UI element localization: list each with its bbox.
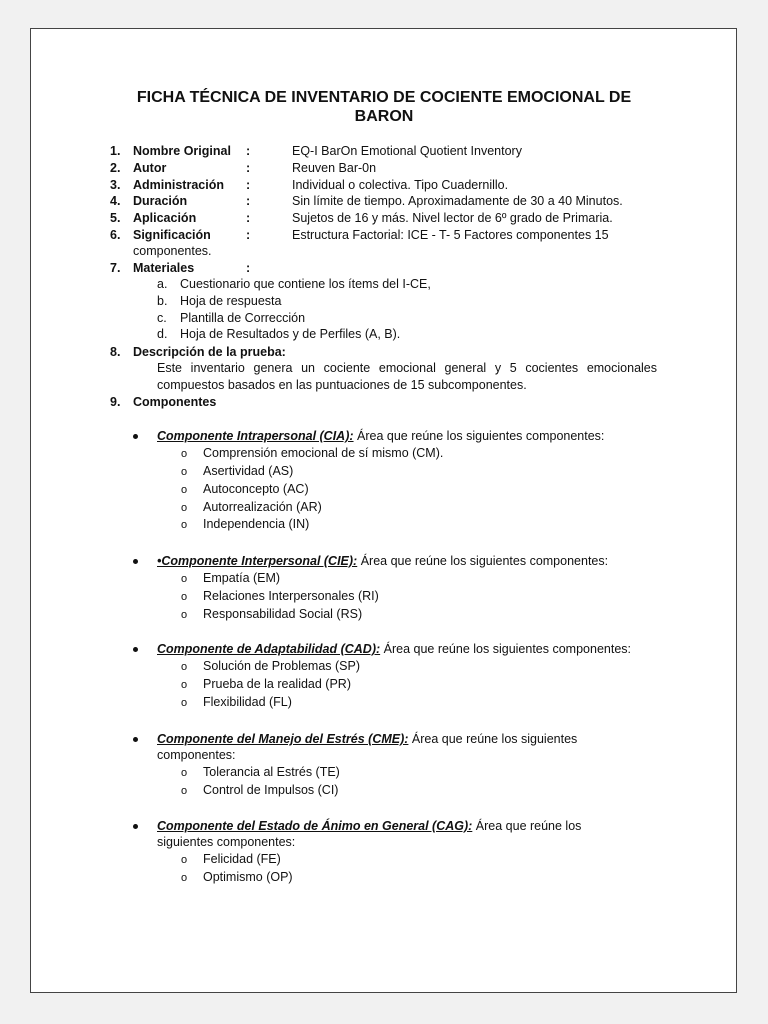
subcomponent: Asertividad (AS) — [203, 464, 294, 478]
subcomponent: Tolerancia al Estrés (TE) — [203, 765, 340, 779]
circle-bullet-icon: o — [181, 872, 188, 884]
subcomponent: Relaciones Interpersonales (RI) — [203, 589, 379, 603]
item-colon: : — [246, 178, 251, 192]
item-value: Estructura Factorial: ICE - T- 5 Factores componentes 15 — [292, 228, 609, 242]
circle-bullet-icon: o — [181, 484, 188, 496]
subcomponent: Responsabilidad Social (RS) — [203, 607, 363, 621]
component-heading — [157, 553, 608, 569]
component-heading — [157, 641, 631, 657]
subcomponent: Autorrealización (AR) — [203, 500, 322, 514]
bullet-icon — [133, 737, 138, 742]
item-label: Descripción de la prueba: — [133, 345, 286, 359]
item-colon: : — [246, 211, 251, 225]
component-heading — [157, 731, 577, 747]
material-letter: d. — [157, 327, 168, 341]
title-line-1: FICHA TÉCNICA DE INVENTARIO DE COCIENTE EMOCIONAL DE — [136, 89, 632, 106]
item-label: Significación — [133, 228, 211, 242]
circle-bullet-icon: o — [181, 609, 188, 621]
subcomponent: Independencia (IN) — [203, 517, 310, 531]
subcomponent: Control de Impulsos (CI) — [203, 783, 339, 797]
circle-bullet-icon: o — [181, 785, 188, 797]
item-label: Administración — [133, 178, 224, 192]
item-value: Reuven Bar-0n — [292, 161, 377, 175]
item-label: Nombre Original — [133, 144, 231, 158]
material-text: Cuestionario que contiene los ítems del I-CE, — [180, 277, 431, 291]
material-letter: b. — [157, 294, 168, 308]
item-number: 5. — [110, 211, 121, 225]
component-name: Componente de Adaptabilidad (CAD): — [157, 642, 381, 656]
component-name: Componente del Estado de Ánimo en General (CAG): — [157, 819, 473, 833]
subcomponent: Flexibilidad (FL) — [203, 695, 292, 709]
circle-bullet-icon: o — [181, 519, 188, 531]
subcomponent: Felicidad (FE) — [203, 852, 281, 866]
component-desc: Área que reúne los siguientes componentes: — [357, 554, 609, 568]
description-line-1: Este inventario genera un cociente emocional general y 5 cocientes emocionales — [157, 361, 657, 375]
component-name: Componente del Manejo del Estrés (CME): — [157, 732, 409, 746]
item-value: EQ-I BarOn Emotional Quotient Inventory — [292, 144, 522, 158]
component-desc: Área que reúne los siguientes componentes: — [380, 642, 631, 656]
item-number: 2. — [110, 161, 121, 175]
bullet-icon — [133, 434, 138, 439]
material-letter: c. — [157, 311, 167, 325]
subcomponent: Prueba de la realidad (PR) — [203, 677, 351, 691]
circle-bullet-icon: o — [181, 502, 188, 514]
circle-bullet-icon: o — [181, 854, 188, 866]
item-colon: : — [246, 228, 251, 242]
description-line-2: compuestos basados en las puntuaciones de 15 subcomponentes. — [157, 378, 527, 392]
material-letter: a. — [157, 277, 168, 291]
title-line-2: BARON — [354, 108, 414, 125]
component-desc: Área que reúne los — [472, 819, 582, 833]
item-colon: : — [246, 161, 251, 175]
item-value: Individual o colectiva. Tipo Cuadernillo. — [292, 178, 509, 192]
material-text: Plantilla de Corrección — [180, 311, 306, 325]
item-label: Materiales — [133, 261, 195, 275]
item-label: Autor — [133, 161, 167, 175]
bullet-icon — [133, 559, 138, 564]
item-number: 7. — [110, 261, 121, 275]
circle-bullet-icon: o — [181, 573, 188, 585]
circle-bullet-icon: o — [181, 591, 188, 603]
item-colon: : — [246, 194, 251, 208]
item-value: Sin límite de tiempo. Aproximadamente de 30 a 40 Minutos. — [292, 194, 623, 208]
item-number: 6. — [110, 228, 121, 242]
component-heading — [157, 818, 581, 834]
component-desc: Área que reúne los siguientes componentes: — [353, 429, 605, 443]
circle-bullet-icon: o — [181, 679, 188, 691]
item-number: 8. — [110, 345, 121, 359]
item-number: 3. — [110, 178, 121, 192]
item-colon: : — [246, 144, 251, 158]
item-number: 1. — [110, 144, 121, 158]
component-desc-continuation: componentes: — [157, 748, 236, 762]
item-value: Sujetos de 16 y más. Nivel lector de 6º grado de Primaria. — [292, 211, 613, 225]
circle-bullet-icon: o — [181, 767, 188, 779]
circle-bullet-icon: o — [181, 466, 188, 478]
subcomponent: Comprensión emocional de sí mismo (CM). — [203, 446, 444, 460]
item-colon: : — [246, 261, 251, 275]
subcomponent: Empatía (EM) — [203, 571, 281, 585]
component-heading — [157, 428, 604, 444]
circle-bullet-icon: o — [181, 697, 188, 709]
item-label: Duración — [133, 194, 188, 208]
subcomponent: Optimismo (OP) — [203, 870, 293, 884]
component-desc-continuation: siguientes componentes: — [157, 835, 296, 849]
component-name: Componente Intrapersonal (CIA): — [157, 429, 354, 443]
subcomponent: Autoconcepto (AC) — [203, 482, 309, 496]
bullet-icon — [133, 647, 138, 652]
circle-bullet-icon: o — [181, 448, 188, 460]
subcomponent: Solución de Problemas (SP) — [203, 659, 361, 673]
item-number: 4. — [110, 194, 121, 208]
material-text: Hoja de respuesta — [180, 294, 282, 308]
material-text: Hoja de Resultados y de Perfiles (A, B). — [180, 327, 401, 341]
item-label: Aplicación — [133, 211, 197, 225]
item-label: Componentes — [133, 395, 217, 409]
circle-bullet-icon: o — [181, 661, 188, 673]
item-value-continuation: componentes. — [133, 244, 212, 258]
component-name: •Componente Interpersonal (CIE): — [157, 554, 358, 568]
document-title — [0, 88, 768, 126]
bullet-icon — [133, 824, 138, 829]
item-number: 9. — [110, 395, 121, 409]
component-desc: Área que reúne los siguientes — [408, 732, 578, 746]
